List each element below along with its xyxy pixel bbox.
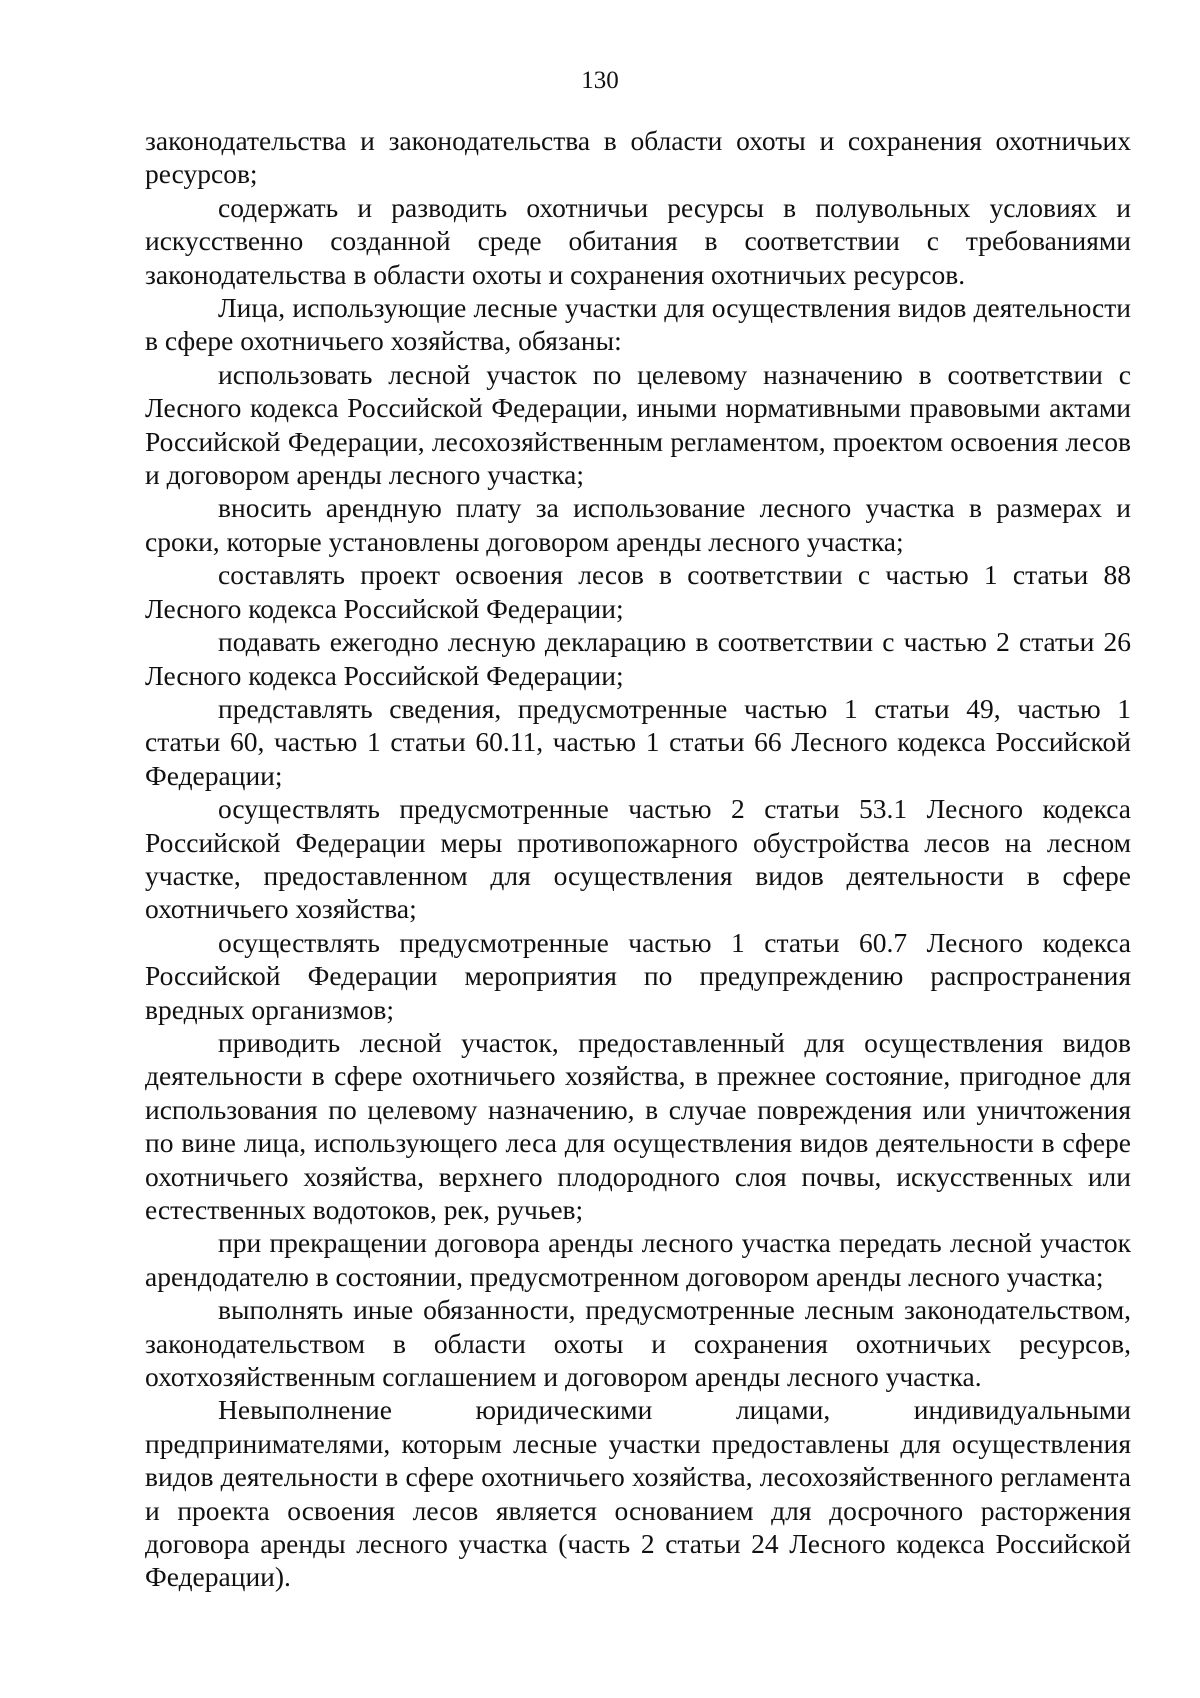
paragraph-other-duties: выполнять иные обязанности, предусмотренные лесным законодательством, законодательством в области охоты и сохранения охотничьих ресурсов, охотхозяйственным соглашением и договором аренды лесного участка. (145, 1294, 1131, 1393)
paragraph-rent-payment: вносить арендную плату за использование лесного участка в размерах и сроки, которые установлены договором аренды лесного участка; (145, 492, 1131, 557)
paragraph-continuation: законодательства и законодательства в области охоты и сохранения охотничьих ресурсов; (145, 125, 1131, 190)
paragraph-return-site: при прекращении договора аренды лесного участка передать лесной участок арендодателю в состоянии, предусмотренном договором аренды лесного участка; (145, 1227, 1131, 1292)
paragraph-forest-declaration: подавать ежегодно лесную декларацию в соответствии с частью 2 статьи 26 Лесного кодекса Российской Федерации; (145, 626, 1131, 691)
page-number: 130 (581, 67, 619, 94)
paragraph-restore-site: приводить лесной участок, предоставленный для осуществления видов деятельности в сфере охотничьего хозяйства, в прежнее состояние, пригодное для использования по целевому назначению, в случае повреждения или уничтожения по вине лица, использующего леса для осуществления видов деятельности в сфере охотничьего хозяйства, верхнего плодородного слоя почвы, искусственных или естественных водотоков, рек, ручьев; (145, 1026, 1131, 1225)
paragraph-termination-grounds: Невыполнение юридическими лицами, индивидуальными предпринимателями, которым лесные участки предоставлены для осуществления видов деятельности в сфере охотничьего хозяйства, лесохозяйственного регламента и проекта освоения лесов является основанием для досрочного расторжения договора аренды лесного участка (часть 2 статьи 24 Лесного кодекса Российской Федерации). (145, 1394, 1131, 1593)
paragraph-obligations-intro: Лица, использующие лесные участки для осуществления видов деятельности в сфере охотничьего хозяйства, обязаны: (145, 292, 1131, 357)
document-body (145, 124, 1131, 1594)
paragraph-forest-project: составлять проект освоения лесов в соответствии с частью 1 статьи 88 Лесного кодекса Российской Федерации; (145, 559, 1131, 624)
paragraph-fire-measures: осуществлять предусмотренные частью 2 статьи 53.1 Лесного кодекса Российской Федерации меры противопожарного обустройства лесов на лесном участке, предоставленном для осуществления видов деятельности в сфере охотничьего хозяйства; (145, 793, 1131, 925)
paragraph-use-purpose: использовать лесной участок по целевому назначению в соответствии с Лесного кодекса Российской Федерации, иными нормативными правовыми актами Российской Федерации, лесохозяйственным регламентом, проектом освоения лесов и договором аренды лесного участка; (145, 358, 1131, 491)
paragraph-submit-info: представлять сведения, предусмотренные частью 1 статьи 49, частью 1 статьи 60, частью 1 статьи 60.11, частью 1 статьи 66 Лесного кодекса Российской Федерации; (145, 692, 1131, 791)
paragraph-breed-resources: содержать и разводить охотничьи ресурсы в полувольных условиях и искусственно созданной среде обитания в соответствии с требованиями законодательства в области охоты и сохранения охотничьих ресурсов. (145, 191, 1131, 290)
paragraph-harmful-organisms: осуществлять предусмотренные частью 1 статьи 60.7 Лесного кодекса Российской Федерации мероприятия по предупреждению распространения вредных организмов; (145, 926, 1131, 1025)
